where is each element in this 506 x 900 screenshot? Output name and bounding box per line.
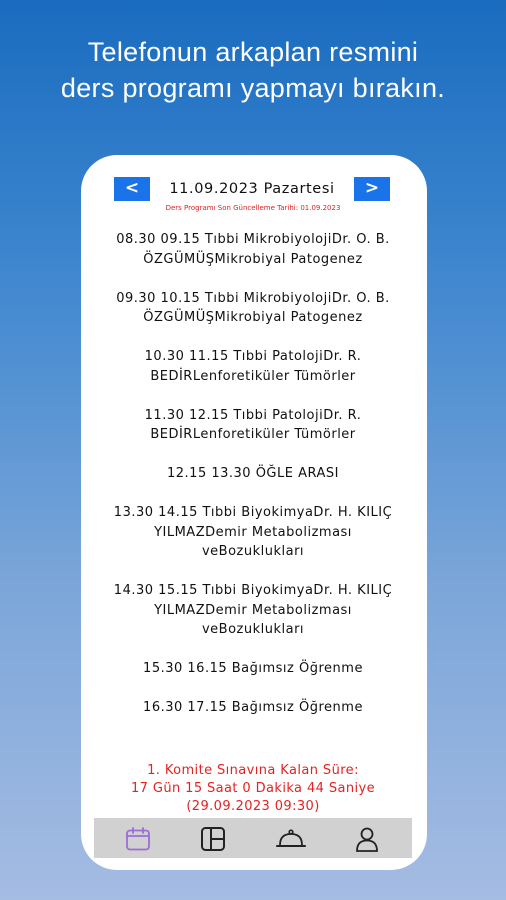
list-item [96, 503, 410, 562]
previous-day-button[interactable]: < [114, 177, 150, 201]
lesson-line: YILMAZDemir Metabolizması [154, 524, 352, 540]
lesson-line: ÖZGÜMÜŞMikrobiyal Patogenez [143, 310, 363, 325]
food-cloche-icon [276, 826, 306, 852]
current-date-title: 11.09.2023 Pazartesi [169, 181, 335, 197]
lesson-line: 15.30 16.15 Bağımsız Öğrenme [143, 661, 363, 676]
exam-countdown [94, 762, 412, 816]
lesson-line: veBozuklukları [201, 544, 305, 559]
list-item [96, 406, 410, 445]
promo-headline [0, 34, 506, 106]
lesson-line: BEDİRLenforetiküler Tümörler [150, 368, 356, 384]
lesson-line: YILMAZDemir Metabolizması [154, 602, 352, 618]
promo-headline-line1: Telefonun arkaplan resmini [87, 37, 419, 67]
lesson-line: ÖZGÜMÜŞMikrobiyal Patogenez [143, 251, 363, 267]
list-item [96, 698, 410, 718]
bottom-navigation [94, 818, 412, 858]
countdown-exam-date: (29.09.2023 09:30) [186, 799, 320, 814]
lesson-line: 11.30 12.15 Tıbbi PatolojiDr. R. [144, 407, 362, 423]
lesson-line: 10.30 11.15 Tıbbi PatolojiDr. R. [144, 349, 362, 364]
last-update-note: Ders Programı Son Güncelleme Tarihi: 01.09.2023 [165, 204, 341, 212]
date-navigation-bar [114, 177, 390, 201]
nav-layout-tab[interactable] [200, 826, 226, 852]
nav-calendar-tab[interactable] [125, 826, 151, 852]
lesson-line: 13.30 14.15 Tıbbi BiyokimyaDr. H. KILIÇ [113, 505, 393, 520]
countdown-remaining: 17 Gün 15 Saat 0 Dakika 44 Saniye [130, 781, 375, 796]
countdown-title: 1. Komite Sınavına Kalan Süre: [147, 763, 359, 778]
lesson-line: BEDİRLenforetiküler Tümörler [150, 427, 356, 442]
schedule-list [96, 230, 410, 718]
nav-meal-tab[interactable] [276, 826, 302, 852]
promo-headline-line2: ders programı yapmayı bırakın. [60, 73, 446, 103]
list-item [96, 464, 410, 484]
list-item [96, 581, 410, 640]
list-item [96, 659, 410, 679]
lesson-line: 09.30 10.15 Tıbbi MikrobiyolojiDr. O. B. [116, 290, 390, 306]
lesson-line: 12.15 13.30 ÖĞLE ARASI [167, 466, 339, 481]
lesson-line: veBozuklukları [201, 622, 305, 637]
list-item [96, 230, 410, 269]
calendar-icon [125, 826, 151, 852]
lesson-line: 16.30 17.15 Bağımsız Öğrenme [143, 700, 363, 715]
list-item [96, 347, 410, 386]
list-item [96, 289, 410, 328]
next-day-button[interactable]: > [354, 177, 390, 201]
app-screen [94, 170, 412, 858]
lesson-line: 08.30 09.15 Tıbbi MikrobiyolojiDr. O. B. [116, 232, 390, 247]
nav-profile-tab[interactable] [354, 826, 380, 852]
lesson-line: 14.30 15.15 Tıbbi BiyokimyaDr. H. KILIÇ [113, 583, 393, 598]
layout-grid-icon [200, 826, 226, 852]
person-icon [354, 826, 380, 852]
